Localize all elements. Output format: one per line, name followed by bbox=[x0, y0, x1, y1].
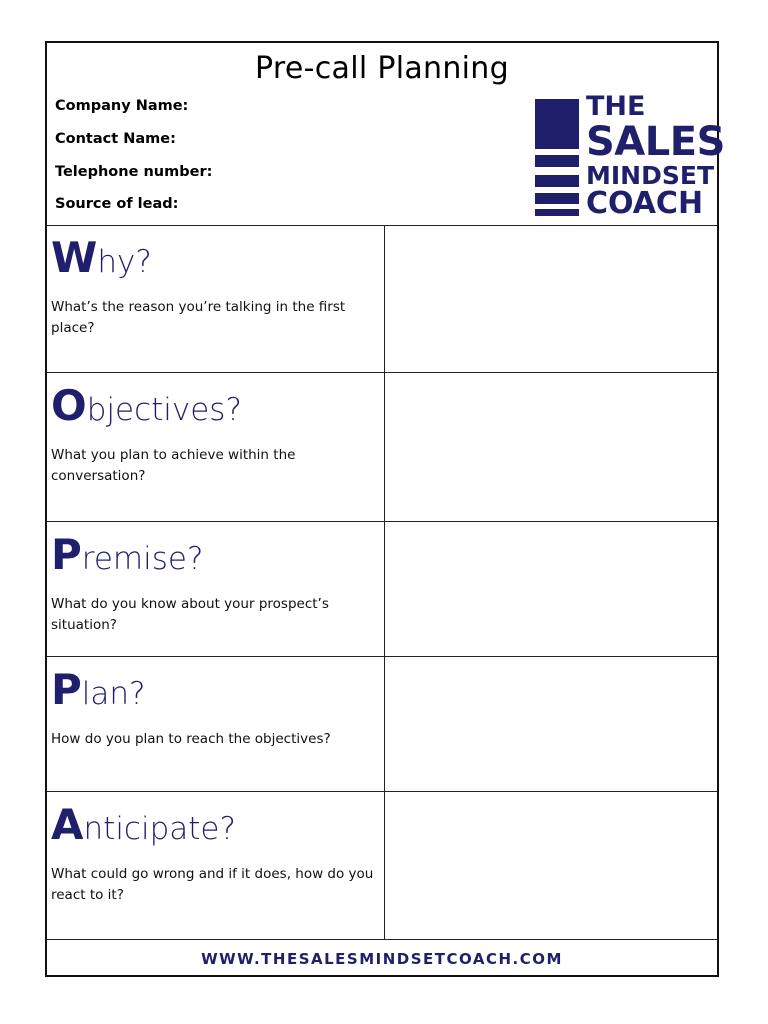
section-description: What’s the reason you’re talking in the first place? bbox=[51, 299, 346, 336]
logo-bars-icon bbox=[535, 97, 581, 217]
section-answer-box[interactable] bbox=[385, 373, 717, 521]
section-row bbox=[47, 373, 717, 522]
company-name-label: Company Name: bbox=[55, 98, 189, 114]
section-heading: Anticipate? bbox=[51, 800, 236, 849]
section-description: What do you know about your prospect’s situation? bbox=[51, 596, 329, 633]
section-row bbox=[47, 522, 717, 657]
section-description: What you plan to achieve within the conversation? bbox=[51, 447, 296, 484]
footer-website-link[interactable]: WWW.THESALESMINDSETCOACH.COM bbox=[201, 950, 563, 968]
section-prompt bbox=[47, 522, 385, 656]
section-row bbox=[47, 657, 717, 792]
section-row bbox=[47, 792, 717, 940]
section-heading: Plan? bbox=[51, 665, 146, 714]
section-prompt bbox=[47, 225, 385, 372]
logo-line-coach: COACH bbox=[586, 186, 704, 221]
page-title: Pre-call Planning bbox=[255, 51, 509, 86]
section-answer-box[interactable] bbox=[385, 657, 717, 791]
section-heading: Why? bbox=[51, 233, 152, 282]
section-answer-box[interactable] bbox=[385, 792, 717, 939]
section-answer-box[interactable] bbox=[385, 225, 717, 372]
planning-sheet bbox=[45, 41, 725, 977]
section-heading: Premise? bbox=[51, 530, 204, 579]
sheet-footer bbox=[47, 937, 717, 975]
sales-mindset-coach-logo bbox=[535, 91, 725, 221]
section-row bbox=[47, 225, 717, 373]
section-prompt bbox=[47, 373, 385, 521]
telephone-number-label: Telephone number: bbox=[55, 164, 213, 180]
section-description: What could go wrong and if it does, how do you react to it? bbox=[51, 866, 374, 903]
contact-name-label: Contact Name: bbox=[55, 131, 176, 147]
section-prompt bbox=[47, 657, 385, 791]
logo-line-mindset: MINDSET bbox=[586, 161, 714, 190]
section-description: How do you plan to reach the objectives? bbox=[51, 731, 331, 747]
sheet-header bbox=[47, 43, 725, 226]
logo-line-the: THE bbox=[586, 91, 646, 122]
logo-text bbox=[586, 93, 725, 219]
section-answer-box[interactable] bbox=[385, 522, 717, 656]
woppa-sections bbox=[47, 225, 717, 940]
section-prompt bbox=[47, 792, 385, 939]
logo-line-sales: SALES bbox=[586, 119, 725, 165]
source-of-lead-label: Source of lead: bbox=[55, 196, 179, 212]
section-heading: Objectives? bbox=[51, 381, 242, 430]
